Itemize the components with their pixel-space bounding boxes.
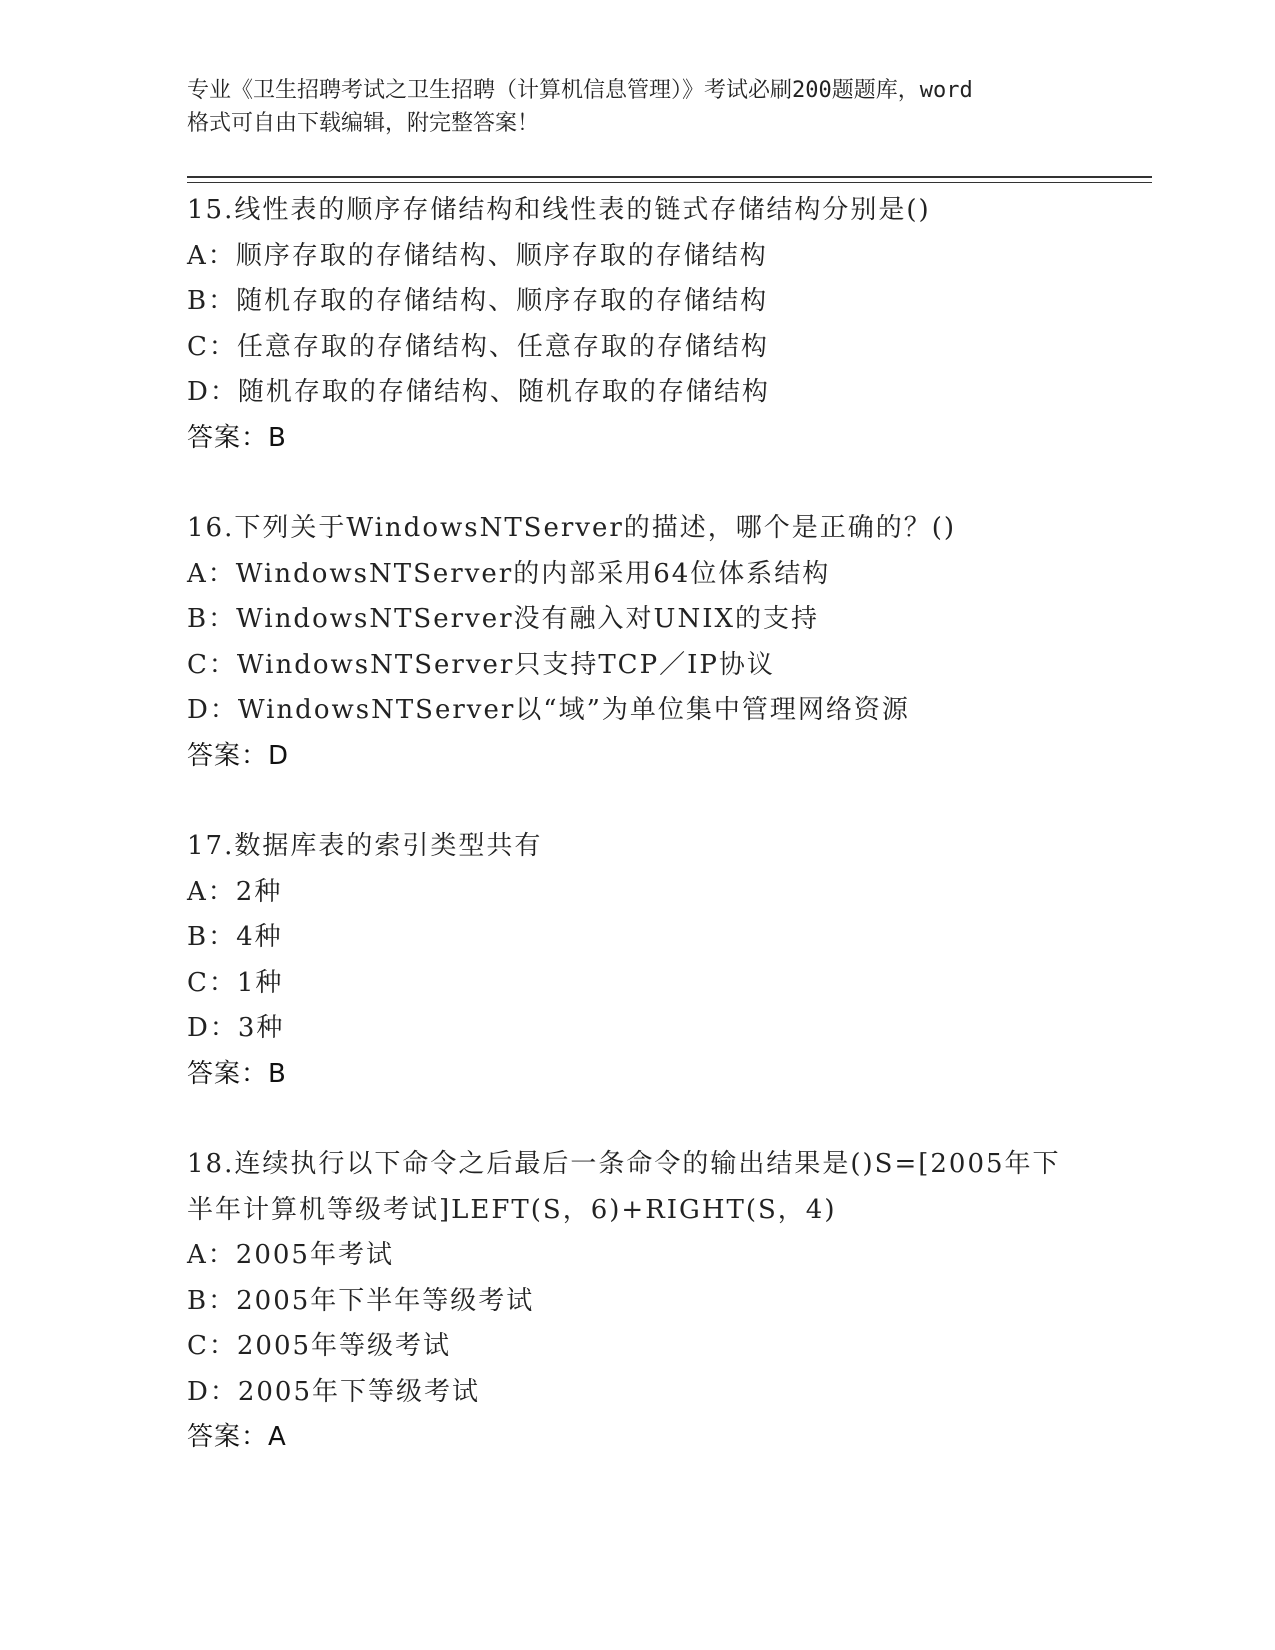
question-stem: 17.数据库表的索引类型共有 — [187, 831, 543, 861]
option-a: A：顺序存取的存储结构、顺序存取的存储结构 — [187, 240, 768, 271]
header-divider-thin — [187, 182, 1152, 183]
header-divider-thick — [187, 176, 1152, 178]
question-stem: 16.下列关于WindowsNTServer的描述，哪个是正确的？() — [187, 513, 957, 543]
option-b: B：WindowsNTServer没有融入对UNIX的支持 — [187, 604, 819, 634]
question-17 — [187, 824, 1147, 1097]
question-16 — [187, 506, 1147, 779]
option-d: D：3种 — [187, 1013, 285, 1043]
document-header — [187, 74, 1087, 140]
answer-label: 答案：B — [187, 1058, 287, 1089]
option-d: D：2005年下等级考试 — [187, 1376, 481, 1407]
question-18 — [187, 1142, 1147, 1461]
option-d: D：随机存取的存储结构、随机存取的存储结构 — [187, 377, 770, 407]
question-stem: 15.线性表的顺序存储结构和线性表的链式存储结构分别是() — [187, 195, 931, 225]
option-d: D：WindowsNTServer以“域”为单位集中管理网络资源 — [187, 695, 910, 725]
option-a: A：2种 — [187, 876, 283, 907]
option-b: B：随机存取的存储结构、顺序存取的存储结构 — [187, 286, 769, 316]
option-a: A：2005年考试 — [187, 1240, 394, 1270]
option-a: A：WindowsNTServer的内部采用64位体系结构 — [187, 558, 831, 589]
option-c: C：1种 — [187, 967, 284, 998]
answer-label: 答案：A — [187, 1422, 287, 1452]
option-b: B：4种 — [187, 922, 283, 952]
option-c: C：任意存取的存储结构、任意存取的存储结构 — [187, 331, 769, 362]
option-c: C：WindowsNTServer只支持TCP／IP协议 — [187, 649, 775, 680]
option-c: C：2005年等级考试 — [187, 1331, 452, 1361]
answer-label: 答案：B — [187, 422, 287, 453]
question-list — [187, 188, 1147, 1506]
answer-label: 答案：D — [187, 740, 290, 771]
question-15 — [187, 188, 1147, 461]
question-stem-line-2: 半年计算机等级考试]LEFT(S，6)+RIGHT(S，4) — [187, 1194, 837, 1225]
option-b: B：2005年下半年等级考试 — [187, 1285, 535, 1316]
header-line-1: 专业《卫生招聘考试之卫生招聘（计算机信息管理）》考试必刷200题题库，word — [187, 78, 973, 103]
question-stem-line-1: 18.连续执行以下命令之后最后一条命令的输出结果是()S=[2005年下 — [187, 1149, 1061, 1179]
header-line-2: 格式可自由下载编辑，附完整答案！ — [187, 111, 540, 136]
